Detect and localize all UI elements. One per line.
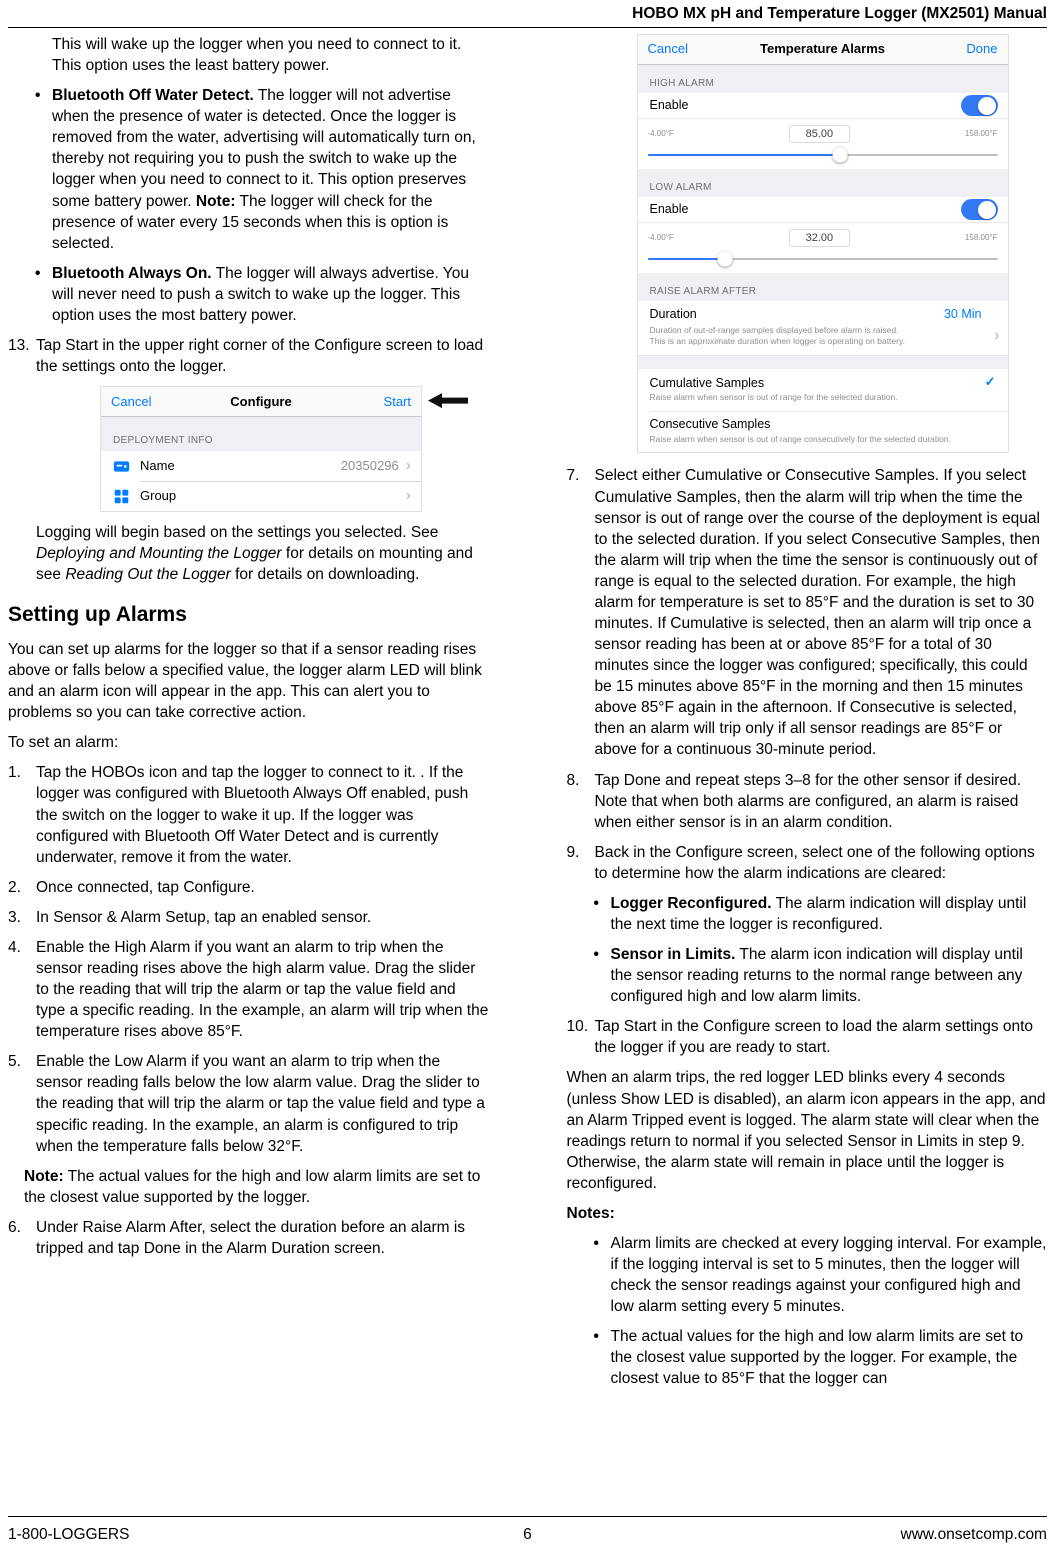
step-number: 8. [566, 771, 580, 789]
cumulative-samples-description: Raise alarm when sensor is out of range for the selected duration. [649, 392, 898, 403]
group-row[interactable] [101, 481, 421, 511]
note-label: Note: [195, 192, 236, 210]
step-10 [567, 1016, 1048, 1058]
note-paragraph [8, 1166, 489, 1208]
step-number: 9. [566, 843, 580, 861]
step-number: 7. [566, 467, 580, 485]
duration-description-line1: Duration of out-of-range samples displayed before alarm is raised. [649, 324, 899, 335]
step-9 [567, 842, 1048, 884]
step-text: Tap Start in the upper right corner of the Configure screen to load the settings onto the logger. [36, 337, 484, 376]
bullet-marker [594, 1326, 611, 1389]
cumulative-samples-option[interactable] [638, 369, 1008, 411]
high-alarm-slider-thumb[interactable] [833, 148, 848, 163]
step-number: 13. [8, 337, 30, 355]
callout-arrow-icon [428, 393, 468, 408]
low-alarm-enable-toggle[interactable] [961, 199, 998, 220]
logging-italic: Deploying and Mounting the Logger [36, 545, 282, 563]
left-column [8, 34, 489, 1399]
slider-fill [648, 258, 725, 260]
logging-paragraph [8, 522, 489, 585]
name-icon [113, 458, 130, 475]
high-alarm-min-label: -4.00°F [647, 128, 674, 138]
bullet-logger-reconfigured [567, 893, 1048, 935]
logging-text: for details on mounting and see [36, 545, 473, 584]
temperature-alarms-screenshot [637, 34, 1009, 453]
chevron-right-icon: › [405, 457, 411, 475]
alarms-cancel-button[interactable]: Cancel [647, 41, 688, 57]
cumulative-samples-label: Cumulative Samples [649, 375, 765, 390]
bullet-bluetooth-off-water-detect [8, 85, 489, 254]
alarm-trips-paragraph: When an alarm trips, the red logger LED blinks every 4 seconds (unless Show LED is disabled), an alarm icon appears in the app, and an Alarm Tripped event is logged. The alarm state will clear when the readings return to normal if you selected Sensor in Limits in step 9. Otherwise, the alarm state will remain in place until the logger is reconfigured. [566, 1069, 1046, 1192]
duration-row[interactable] [638, 301, 1008, 356]
note-bullet-logging-interval [567, 1233, 1048, 1317]
name-row-value: 20350296 [340, 458, 399, 474]
checkmark-icon: ✓ [984, 374, 996, 390]
consecutive-samples-description: Raise alarm when sensor is out of range consecutively for the selected duration. [649, 433, 951, 444]
setting-up-alarms-heading: Setting up Alarms [8, 603, 187, 627]
bullet-marker [594, 1233, 611, 1317]
bullet-text: Alarm limits are checked at every logging interval. For example, if the logging interval is set to 5 minutes, then the logger will check the sensor readings against your configured high and low alarm setting every 5 minutes. [610, 1235, 1047, 1316]
low-alarm-slider-thumb[interactable] [717, 252, 732, 267]
step-number: 1. [8, 764, 21, 782]
step-number: 10. [566, 1018, 589, 1036]
page-header-title: HOBO MX pH and Temperature Logger (MX2501) Manual [8, 0, 1047, 28]
bullet-body: The alarm icon indication will display until the sensor reading returns to the normal range between any configured high and low alarm limits. [610, 946, 1023, 1006]
notes-label [567, 1203, 1048, 1224]
step-number: 5. [8, 1053, 21, 1071]
step-5 [8, 1051, 489, 1156]
bullet-marker [35, 85, 52, 254]
step-text: Enable the High Alarm if you want an alarm to trip when the sensor reading rises above the high alarm value. Drag the slider to the reading that will trip the alarm or tap the value field and type a specific reading. In the example, an alarm will trip when the temperature rises above 85°F. [36, 938, 489, 1041]
configure-screenshot [100, 386, 422, 512]
duration-label: Duration [649, 307, 697, 322]
raise-alarm-after-section-label: RAISE ALARM AFTER [649, 286, 757, 298]
alarms-intro-paragraph: You can set up alarms for the logger so that if a sensor reading rises above or falls below a specified value, the logger alarm LED will blink and an alarm icon will appear in the app. This can alert you to problems so you can take corrective action. [8, 640, 482, 722]
duration-description-line2: This is an approximate duration when logger is operating on battery. [649, 336, 905, 347]
intro-paragraph: This will wake up the logger when you need to connect to it. This option uses the least battery power. [52, 36, 462, 75]
high-alarm-value-field[interactable]: 85.00 [789, 125, 851, 143]
step-text: Tap Start in the Configure screen to load the alarm settings onto the logger if you are ready to start. [594, 1018, 1034, 1057]
toggle-knob [978, 201, 996, 219]
configure-screen-title: Configure [230, 393, 292, 409]
step-text: Back in the Configure screen, select one of the following options to determine how the alarm indications are cleared: [594, 843, 1035, 882]
high-alarm-section-label: HIGH ALARM [649, 78, 715, 89]
high-alarm-enable-row [638, 93, 1008, 119]
notes-label-text: Notes: [566, 1204, 615, 1222]
section-gap [638, 356, 1008, 369]
consecutive-samples-label: Consecutive Samples [649, 417, 771, 432]
bullet-body: The logger will always advertise. You will never need to push a switch to wake up the logger. This option uses the most battery power. [52, 264, 469, 324]
bullet-text [52, 263, 489, 326]
step-8 [567, 770, 1048, 833]
bullet-text: The actual values for the high and low alarm limits are set to the closest value supported by the logger. For example, the closest value to 85°F that the logger can [610, 1328, 1024, 1388]
high-alarm-slider-block [638, 119, 1008, 169]
to-set-an-alarm-label: To set an alarm: [8, 734, 119, 752]
toggle-knob [978, 97, 996, 115]
duration-value: 30 Min [943, 307, 982, 322]
alarms-screen-title: Temperature Alarms [760, 41, 885, 57]
step-2 [8, 877, 489, 898]
low-alarm-value-field[interactable]: 32.00 [789, 229, 851, 247]
step-text: In Sensor & Alarm Setup, tap an enabled sensor. [36, 908, 372, 926]
bullet-marker [35, 263, 52, 326]
logging-text: Logging will begin based on the settings you selected. See [36, 524, 439, 542]
step-text: Tap Done and repeat steps 3–8 for the other sensor if desired. Note that when both alarms are configured, an alarm is raised when either sensor is in an alarm condition. [594, 771, 1022, 831]
high-alarm-max-label: 158.00°F [964, 128, 998, 138]
bullet-body: The logger will not advertise when the presence of water is detected. Once the logger is removed from the water, advertising will automatically turn on, thereby not requiring you to push the switch to wake up the logger when you need to connect to it. This option preserves some battery power. [52, 87, 476, 210]
chevron-right-icon: › [994, 327, 1000, 345]
configure-nav-bar [101, 387, 421, 417]
bullet-marker [594, 893, 611, 935]
consecutive-samples-option[interactable] [638, 411, 1008, 452]
configure-start-button[interactable]: Start [383, 393, 411, 409]
low-alarm-min-label: -4.00°F [647, 232, 674, 242]
bullet-lead: Sensor in Limits. [610, 946, 736, 964]
step-number: 2. [8, 878, 21, 896]
chevron-right-icon: › [405, 487, 411, 505]
bullet-body: The alarm indication will display until the next time the logger is reconfigured. [610, 894, 1027, 933]
enable-label: Enable [649, 97, 689, 112]
step-text: Tap the HOBOs icon and tap the logger to connect to it. . If the logger was configured with Bluetooth Always Off enabled, push the switch on the logger to wake it up. If the logger was configured with Bluetooth Off Water Detect and is currently underwater, remove it from the water. [36, 764, 469, 866]
step-text: Under Raise Alarm After, select the duration before an alarm is tripped and tap Done in the Alarm Duration screen. [36, 1218, 466, 1257]
step-text: Select either Cumulative or Consecutive Samples. If you select Cumulative Samples, then the alarm will trip when the time the sensor is out of range over the course of the deployment is equal to the selected duration. If you select Consecutive Samples, then the alarm will trip when the time the sensor is continuously out of range is equal to the selected duration. For example, the high alarm for temperature is set to 85°F and the duration is set to 30 minutes. If Cumulative is selected, then an alarm will trip once a sensor reading has been at or above 85°F for a total of 30 minutes since the logger was configured; specifically, this could be 15 minutes above 85°F in the morning and then 15 minutes above 85°F again in the afternoon. If Consecutive is selected, then an alarm will trip only if all sensor readings are 85°F or above for a continuous 30-minute period. [594, 467, 1040, 759]
name-row[interactable] [101, 451, 421, 481]
configure-screen [100, 386, 422, 512]
deployment-info-section-label: DEPLOYMENT INFO [113, 435, 213, 447]
step-1 [8, 762, 489, 867]
bullet-text [611, 893, 1048, 935]
page-body [8, 34, 1047, 1399]
footer-phone: 1-800-LOGGERS [8, 1525, 130, 1543]
footer-website: www.onsetcomp.com [900, 1525, 1047, 1543]
step-text: Enable the Low Alarm if you want an alarm to trip when the sensor reading falls below the low alarm value. Drag the slider to the reading that will trip the alarm or tap the value field and type a specific reading. In the example, an alarm is configured to trip when the temperature falls below 32°F. [36, 1053, 485, 1155]
low-alarm-section-label: LOW ALARM [649, 182, 712, 194]
note-label: Note: [24, 1167, 64, 1185]
right-column [567, 34, 1048, 1399]
note-body: The actual values for the high and low alarm limits are set to the closest value supported by the logger. [24, 1167, 481, 1206]
step-13 [8, 335, 489, 377]
step-7 [567, 465, 1048, 760]
low-alarm-enable-row [638, 197, 1008, 223]
note-body: The logger will check for the presence of water every 15 seconds when this is option is selected. [52, 192, 449, 252]
slider-fill [648, 154, 841, 156]
alarms-done-button[interactable]: Done [966, 41, 998, 57]
enable-label: Enable [649, 201, 689, 216]
bullet-text [52, 85, 489, 254]
bullet-text [611, 944, 1048, 1007]
low-alarm-max-label: 158.00°F [964, 232, 998, 242]
low-alarm-slider[interactable] [648, 258, 998, 260]
note-bullet-actual-values [567, 1326, 1048, 1389]
step-number: 3. [8, 908, 21, 926]
configure-cancel-button[interactable]: Cancel [111, 393, 152, 409]
bullet-marker [594, 944, 611, 1007]
group-row-label: Group [140, 488, 177, 504]
bullet-lead: Bluetooth Always On. [52, 264, 212, 282]
bullet-bluetooth-always-on [8, 263, 489, 326]
step-6 [8, 1217, 489, 1259]
logging-italic: Reading Out the Logger [65, 566, 231, 584]
step-number: 4. [8, 938, 21, 956]
high-alarm-enable-toggle[interactable] [961, 95, 998, 116]
bullet-lead: Bluetooth Off Water Detect. [52, 87, 254, 105]
footer-page-number: 6 [523, 1525, 532, 1543]
step-text: Once connected, tap Configure. [36, 878, 255, 896]
step-number: 6. [8, 1218, 21, 1236]
group-icon [113, 488, 130, 505]
step-4 [8, 937, 489, 1042]
page-footer [8, 1516, 1047, 1545]
bullet-lead: Logger Reconfigured. [610, 894, 772, 912]
high-alarm-slider[interactable] [648, 154, 998, 156]
alarms-nav-bar [638, 35, 1008, 65]
bullet-sensor-in-limits [567, 944, 1048, 1007]
name-row-label: Name [140, 458, 175, 474]
logging-text: for details on downloading. [230, 566, 420, 584]
low-alarm-slider-block [638, 223, 1008, 273]
samples-options-block [638, 369, 1008, 452]
step-3 [8, 907, 489, 928]
